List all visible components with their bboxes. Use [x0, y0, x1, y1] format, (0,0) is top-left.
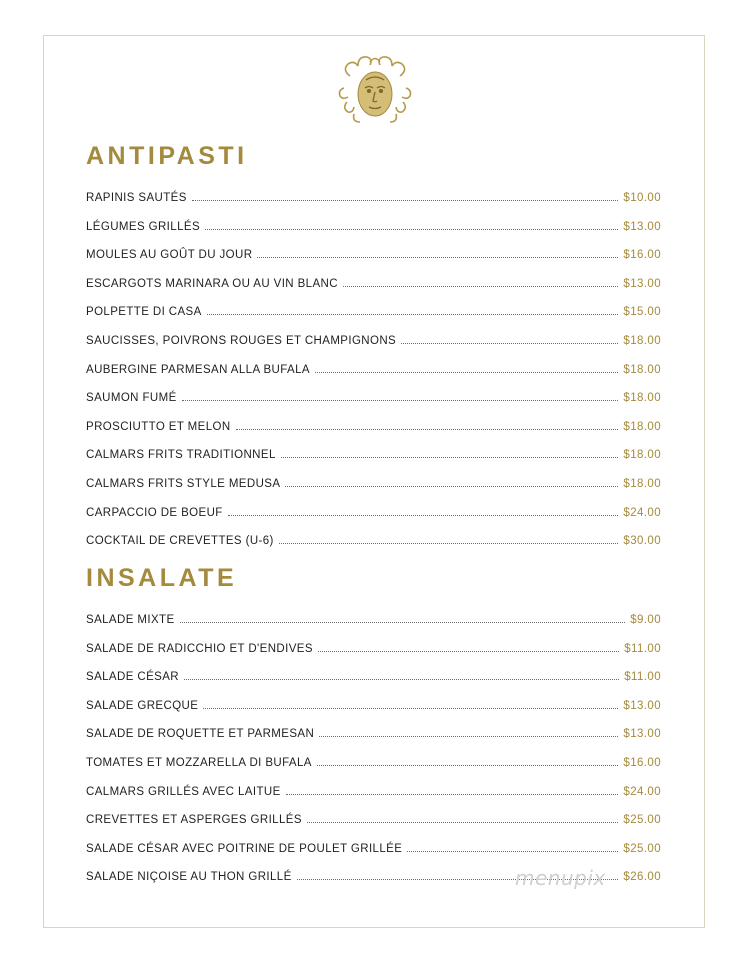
- menu-item: [86, 722, 661, 740]
- menu-item-price: $16.00: [623, 249, 661, 262]
- menu-item: [86, 186, 661, 204]
- menu-item-name: SALADE CÉSAR AVEC POITRINE DE POULET GRILLÉE: [86, 842, 403, 855]
- menu-item: [86, 637, 661, 655]
- menu-item: [86, 751, 661, 769]
- menu-item-price: $26.00: [623, 871, 661, 884]
- menu-item-price: $24.00: [623, 785, 661, 798]
- watermark: menupix: [515, 866, 606, 890]
- menu-item: [86, 272, 661, 290]
- menu-item: [86, 300, 661, 318]
- dot-leader: [207, 313, 619, 315]
- menu-item: [86, 215, 661, 233]
- menu-item-name: CALMARS GRILLÉS AVEC LAITUE: [86, 785, 281, 798]
- dot-leader: [317, 764, 619, 766]
- menu-item: [86, 808, 661, 826]
- menu-item: [86, 694, 661, 712]
- dot-leader: [192, 199, 619, 201]
- menu-item-price: $18.00: [623, 363, 661, 376]
- dot-leader: [318, 650, 619, 652]
- medusa-head-icon: [336, 54, 414, 128]
- menu-item-price: $25.00: [623, 814, 661, 827]
- menu-item-name: SALADE DE RADICCHIO ET D'ENDIVES: [86, 642, 313, 655]
- menu-item: [86, 329, 661, 347]
- menu-item-name: RAPINIS SAUTÉS: [86, 192, 187, 204]
- menu-item-name: LÉGUMES GRILLÉS: [86, 220, 201, 233]
- menu-item-price: $18.00: [623, 449, 661, 462]
- menu-item-name: CALMARS FRITS STYLE MEDUSA: [86, 478, 281, 490]
- menu-item-price: $18.00: [623, 478, 661, 490]
- menu-item-name: PROSCIUTTO ET MELON: [86, 420, 231, 433]
- section-title-antipasti: ANTIPASTI: [86, 142, 248, 170]
- menu-item-price: $11.00: [624, 671, 661, 684]
- menu-item-price: $9.00: [630, 614, 661, 626]
- dot-leader: [257, 256, 618, 258]
- menu-item: [86, 415, 661, 433]
- menu-item-name: POLPETTE DI CASA: [86, 306, 202, 319]
- menu-item: [86, 472, 661, 490]
- menu-item: [86, 780, 661, 798]
- dot-leader: [407, 850, 618, 852]
- menu-item-price: $10.00: [623, 192, 661, 204]
- menu-item-name: CARPACCIO DE BOEUF: [86, 506, 223, 519]
- menu-item: [86, 443, 661, 461]
- section-title-insalate: INSALATE: [86, 564, 238, 592]
- dot-leader: [343, 285, 618, 287]
- menu-item-name: COCKTAIL DE CREVETTES (U-6): [86, 535, 274, 548]
- dot-leader: [236, 428, 619, 430]
- menu-item-name: SALADE NIÇOISE AU THON GRILLÉ: [86, 871, 292, 884]
- dot-leader: [182, 399, 619, 401]
- dot-leader: [401, 342, 618, 344]
- menu-item-price: $18.00: [623, 335, 661, 347]
- menu-item-price: $16.00: [623, 757, 661, 769]
- dot-leader: [279, 542, 619, 544]
- menu-item: [86, 243, 661, 261]
- menu-item-price: $24.00: [623, 506, 661, 519]
- menu-item: [86, 665, 661, 683]
- dot-leader: [281, 456, 619, 458]
- menu-item-price: $13.00: [623, 728, 661, 741]
- menu-item: [86, 501, 661, 519]
- menu-item-name: TOMATES ET MOZZARELLA DI BUFALA: [86, 757, 312, 769]
- dot-leader: [319, 735, 618, 737]
- menu-item-price: $18.00: [623, 392, 661, 405]
- menu-item-price: $13.00: [623, 699, 661, 712]
- menu-item-name: SALADE DE ROQUETTE ET PARMESAN: [86, 728, 315, 741]
- menu-item: [86, 386, 661, 404]
- menu-item-name: SALADE CÉSAR: [86, 671, 179, 684]
- menu-item-name: SAUMON FUMÉ: [86, 392, 177, 405]
- menu-item-name: CALMARS FRITS TRADITIONNEL: [86, 449, 276, 462]
- dot-leader: [180, 621, 626, 623]
- menu-item-price: $11.00: [624, 642, 661, 655]
- menu-item-price: $15.00: [623, 306, 661, 319]
- dot-leader: [307, 821, 619, 823]
- dot-leader: [184, 678, 619, 680]
- menu-item-price: $30.00: [623, 535, 661, 548]
- menu-item-name: SAUCISSES, POIVRONS ROUGES ET CHAMPIGNONS: [86, 335, 397, 347]
- dot-leader: [228, 514, 619, 516]
- menu-item: [86, 529, 661, 547]
- menu-item-name: MOULES AU GOÛT DU JOUR: [86, 249, 253, 262]
- menu-item-name: ESCARGOTS MARINARA OU AU VIN BLANC: [86, 277, 338, 290]
- menu-item-price: $13.00: [623, 277, 661, 290]
- dot-leader: [205, 228, 618, 230]
- menu-item-name: AUBERGINE PARMESAN ALLA BUFALA: [86, 363, 310, 376]
- menu-item-price: $13.00: [623, 220, 661, 233]
- menu-item-price: $18.00: [623, 420, 661, 433]
- menu-item-name: SALADE GRECQUE: [86, 699, 199, 712]
- dot-leader: [203, 707, 618, 709]
- menu-item-name: SALADE MIXTE: [86, 614, 175, 626]
- menu-item-price: $25.00: [623, 842, 661, 855]
- dot-leader: [315, 371, 618, 373]
- menu-item: [86, 608, 661, 626]
- dot-leader: [286, 793, 619, 795]
- menu-item-name: CREVETTES ET ASPERGES GRILLÉS: [86, 814, 302, 827]
- menu-item: [86, 358, 661, 376]
- menu-item: [86, 837, 661, 855]
- dot-leader: [285, 485, 618, 487]
